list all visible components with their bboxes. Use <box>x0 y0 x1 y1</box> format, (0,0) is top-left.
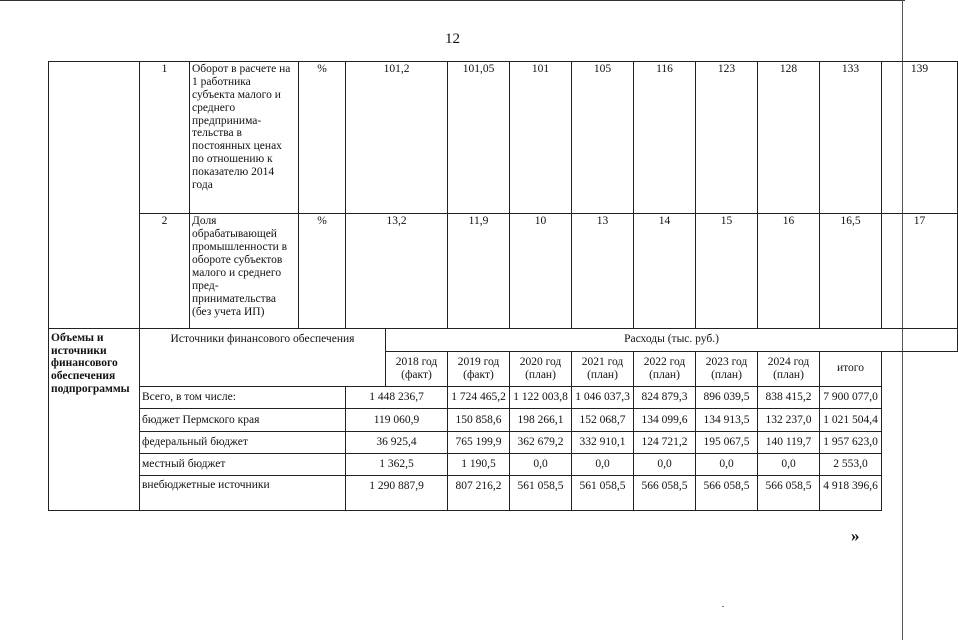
finance-value: 824 879,3 <box>634 387 696 409</box>
finance-value: 566 058,5 <box>758 476 820 511</box>
finance-value: 2 553,0 <box>820 454 882 476</box>
finance-value: 566 058,5 <box>696 476 758 511</box>
finance-row <box>49 454 958 476</box>
finance-value: 152 068,7 <box>572 409 634 431</box>
finance-value: 896 039,5 <box>696 387 758 409</box>
finance-value: 132 237,0 <box>758 409 820 431</box>
indicator-unit: % <box>299 214 346 329</box>
source-label: местный бюджет <box>140 454 346 476</box>
column-header: 2023 год (план) <box>696 351 758 387</box>
finance-value: 561 058,5 <box>510 476 572 511</box>
finance-value: 1 190,5 <box>448 454 510 476</box>
indicator-value: 16 <box>758 214 820 329</box>
column-header: 2024 год (план) <box>758 351 820 387</box>
indicator-value: 101,05 <box>448 62 510 214</box>
indicator-value: 133 <box>820 62 882 214</box>
indicator-value: 123 <box>696 62 758 214</box>
scan-speck <box>722 606 724 607</box>
column-header: 2022 год (план) <box>634 351 696 387</box>
finance-value: 1 724 465,2 <box>448 387 510 409</box>
source-label: Всего, в том числе: <box>140 387 346 409</box>
finance-value: 36 925,4 <box>346 431 448 453</box>
finance-value: 124 721,2 <box>634 431 696 453</box>
expenses-header: Расходы (тыс. руб.) <box>386 329 958 351</box>
scan-edge-top <box>0 0 905 1</box>
finance-value: 332 910,1 <box>572 431 634 453</box>
closing-quote-mark: » <box>851 526 860 545</box>
column-header: 2020 год (план) <box>510 351 572 387</box>
blank-section-cell <box>49 62 140 329</box>
indicator-value: 16,5 <box>820 214 882 329</box>
column-header: 2019 год (факт) <box>448 351 510 387</box>
indicator-value: 139 <box>882 62 958 214</box>
indicator-value: 11,9 <box>448 214 510 329</box>
subprogram-table <box>48 61 958 511</box>
indicator-value: 101,2 <box>346 62 448 214</box>
finance-value: 4 918 396,6 <box>820 476 882 511</box>
indicator-number: 2 <box>140 214 190 329</box>
source-label: бюджет Пермского края <box>140 409 346 431</box>
finance-value: 134 099,6 <box>634 409 696 431</box>
finance-value: 0,0 <box>758 454 820 476</box>
finance-row <box>49 387 958 409</box>
indicator-row <box>49 214 958 329</box>
finance-value: 0,0 <box>572 454 634 476</box>
finance-value: 1 290 887,9 <box>346 476 448 511</box>
indicator-name: Доля обрабатывающей промышленности в обороте субъектов малого и среднего пред-принимательства (без учета ИП) <box>190 214 299 329</box>
indicator-value: 105 <box>572 62 634 214</box>
finance-value: 140 119,7 <box>758 431 820 453</box>
finance-row <box>49 431 958 453</box>
finance-value: 1 046 037,3 <box>572 387 634 409</box>
finance-value: 119 060,9 <box>346 409 448 431</box>
finance-value: 0,0 <box>510 454 572 476</box>
finance-value: 362 679,2 <box>510 431 572 453</box>
page-number: 12 <box>445 31 460 47</box>
finance-row <box>49 476 958 511</box>
indicator-value: 128 <box>758 62 820 214</box>
finance-value: 7 900 077,0 <box>820 387 882 409</box>
finance-value: 0,0 <box>634 454 696 476</box>
source-label: федеральный бюджет <box>140 431 346 453</box>
finance-value: 1 448 236,7 <box>346 387 448 409</box>
indicator-value: 13,2 <box>346 214 448 329</box>
sources-header: Источники финансового обеспечения <box>140 329 386 387</box>
indicator-value: 13 <box>572 214 634 329</box>
indicator-value: 14 <box>634 214 696 329</box>
column-header: итого <box>820 351 882 387</box>
finance-value: 566 058,5 <box>634 476 696 511</box>
column-header: 2018 год (факт) <box>386 351 448 387</box>
indicator-value: 15 <box>696 214 758 329</box>
finance-value: 807 216,2 <box>448 476 510 511</box>
indicator-value: 10 <box>510 214 572 329</box>
finance-value: 150 858,6 <box>448 409 510 431</box>
finance-row <box>49 409 958 431</box>
finance-value: 198 266,1 <box>510 409 572 431</box>
indicator-name: Оборот в расчете на 1 работника субъекта малого и среднего предпринима-тельства в постоянных ценах по отношению к показателю 2014 года <box>190 62 299 214</box>
source-label: внебюджетные источники <box>140 476 346 511</box>
finance-value: 1 122 003,8 <box>510 387 572 409</box>
finance-value: 838 415,2 <box>758 387 820 409</box>
indicator-number: 1 <box>140 62 190 214</box>
finance-value: 1 957 623,0 <box>820 431 882 453</box>
finance-value: 0,0 <box>696 454 758 476</box>
indicator-value: 101 <box>510 62 572 214</box>
indicator-row <box>49 62 958 214</box>
finance-value: 765 199,9 <box>448 431 510 453</box>
finance-section-label: Объемы и источники финансового обеспечения подпрограммы <box>49 329 140 511</box>
indicator-value: 116 <box>634 62 696 214</box>
column-header: 2021 год (план) <box>572 351 634 387</box>
finance-value: 1 362,5 <box>346 454 448 476</box>
finance-value: 195 067,5 <box>696 431 758 453</box>
indicator-value: 17 <box>882 214 958 329</box>
finance-value: 561 058,5 <box>572 476 634 511</box>
finance-value: 134 913,5 <box>696 409 758 431</box>
finance-value: 1 021 504,4 <box>820 409 882 431</box>
finance-header-row <box>49 329 958 351</box>
indicator-unit: % <box>299 62 346 214</box>
